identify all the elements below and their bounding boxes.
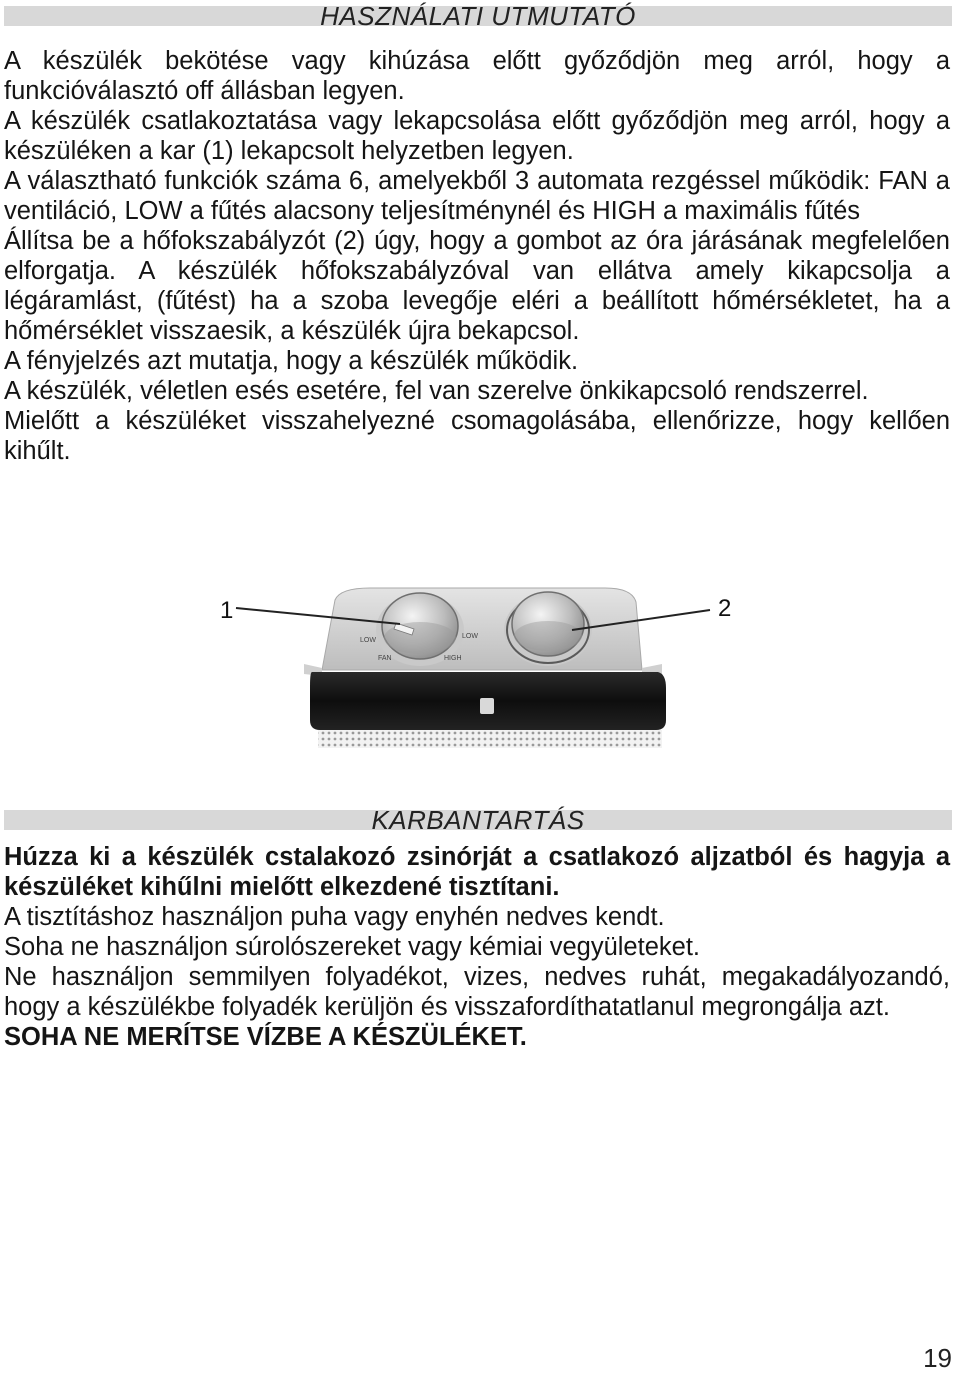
indicator-light bbox=[480, 698, 494, 714]
usage-paragraph: A választható funkciók száma 6, amelyekből 3 automata rezgéssel működik: FAN a ventiláció, LOW a fűtés alacsony teljesítménynél és HIGH a maximális fűtés bbox=[4, 167, 950, 225]
usage-paragraph: A készülék bekötése vagy kihúzása előtt győződjön meg arról, hogy a funkcióválasztó off állásban legyen. bbox=[4, 47, 950, 105]
usage-paragraph: A készülék, véletlen esés esetére, fel van szerelve önkikapcsoló rendszerrel. bbox=[4, 377, 869, 405]
knob1-label: LOW bbox=[360, 637, 376, 644]
knob1-label: LOW bbox=[462, 633, 478, 640]
heater-photo bbox=[200, 580, 760, 750]
section-header-maintenance bbox=[4, 805, 952, 835]
section-header-usage bbox=[4, 1, 952, 31]
usage-paragraph: A fényjelzés azt mutatja, hogy a készülék működik. bbox=[4, 347, 579, 375]
usage-text bbox=[4, 46, 950, 466]
section-title-usage: HASZNÁLATI UTMUTATÓ bbox=[320, 1, 636, 31]
thermostat-knob bbox=[512, 592, 584, 656]
usage-paragraph: Mielőtt a készüléket visszahelyezné csomagolásába, ellenőrizze, hogy kellően kihűlt. bbox=[4, 407, 950, 465]
callout-label-1: 1 bbox=[220, 597, 234, 624]
maintenance-paragraph: A tisztításhoz használjon puha vagy enyhén nedves kendt. bbox=[4, 903, 665, 931]
callout-label-2: 2 bbox=[718, 595, 732, 622]
maintenance-paragraph: Ne használjon semmilyen folyadékot, vizes, nedves ruhát, megakadályozandó, hogy a készülékbe folyadék kerüljön és visszafordíthatatlanul megrongálja azt. bbox=[4, 963, 950, 1021]
knob1-label: HIGH bbox=[444, 655, 462, 662]
heater-control-figure bbox=[200, 580, 760, 750]
page-number: 19 bbox=[923, 1343, 952, 1373]
usage-paragraph: Állítsa be a hőfokszabályzót (2) úgy, hogy a gombot az óra járásának megfelelően elforgatja. A készülék hőfokszabályzóval van ellátva amely kikapcsolja a légáramlást, (fűtést) ha a szoba levegője eléri a beállított hőmérsékletet, ha a hőmérséklet visszaesik, a készülék újra bekapcsol. bbox=[4, 227, 950, 345]
section-title-maintenance: KARBANTARTÁS bbox=[371, 805, 585, 835]
maintenance-bold-paragraph: Húzza ki a készülék cstalakozó zsinórját a csatlakozó aljzatból és hagyja a készüléket kihűlni mielőtt elkezdené tisztítani. bbox=[4, 843, 950, 901]
usage-paragraph: A készülék csatlakoztatása vagy lekapcsolása előtt győződjön meg arról, hogy a készüléken a kar (1) lekapcsolt helyzetben legyen. bbox=[4, 107, 950, 165]
maintenance-warning: SOHA NE MERÍTSE VÍZBE A KÉSZÜLÉKET. bbox=[4, 1023, 527, 1051]
maintenance-paragraph: Soha ne használjon súrolószereket vagy kémiai vegyületeket. bbox=[4, 933, 700, 961]
maintenance-text bbox=[4, 842, 950, 1052]
knob1-label: FAN bbox=[378, 655, 392, 662]
function-selector-knob bbox=[382, 593, 458, 659]
